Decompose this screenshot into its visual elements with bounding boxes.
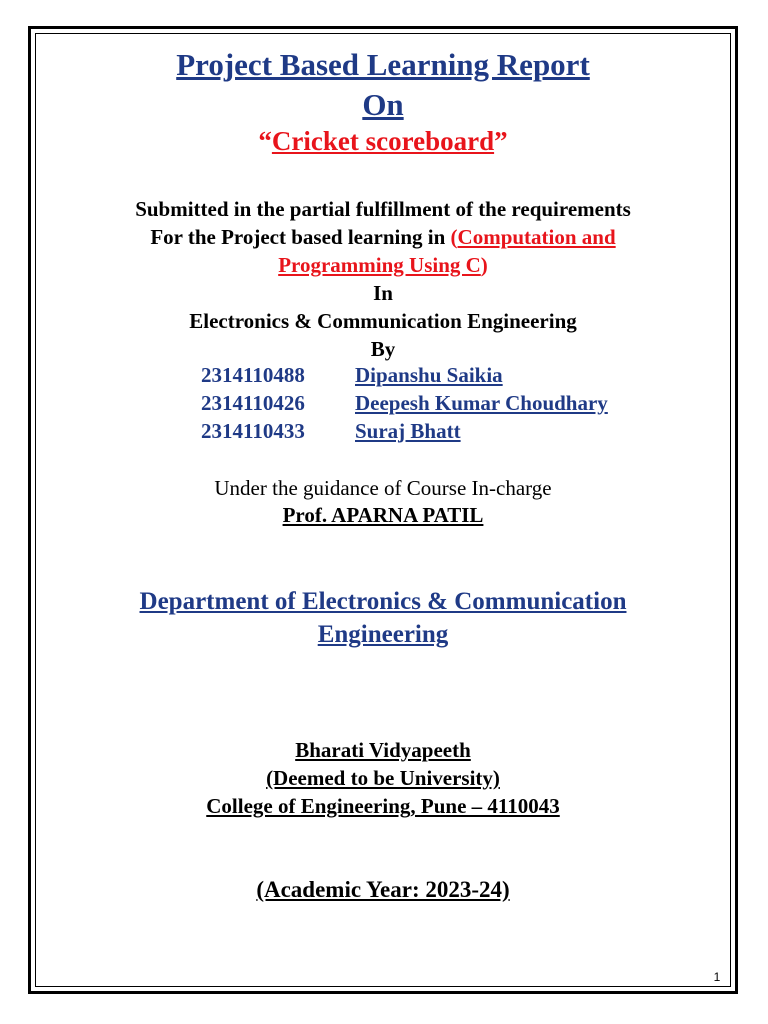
institution-status: (Deemed to be University) bbox=[266, 766, 500, 790]
report-on: On bbox=[362, 87, 404, 122]
member-row bbox=[201, 389, 608, 417]
submission-in: In bbox=[373, 281, 393, 305]
submission-by: By bbox=[370, 337, 396, 361]
guidance-text: Under the guidance of Course In-charge bbox=[214, 476, 552, 500]
department-line-2: Engineering bbox=[317, 621, 449, 648]
member-name: Suraj Bhatt bbox=[355, 419, 461, 443]
report-title: Project Based Learning Report bbox=[176, 47, 590, 82]
close-quote: ” bbox=[494, 126, 508, 156]
open-quote: “ bbox=[258, 126, 272, 156]
subject-paren-open: ( bbox=[450, 225, 458, 249]
professor-name: Prof. APARNA PATIL bbox=[282, 503, 484, 527]
branch-name: Electronics & Communication Engineering bbox=[189, 309, 577, 333]
subject-part-2: Programming Using C bbox=[278, 253, 481, 277]
college-address: College of Engineering, Pune – 4110043 bbox=[206, 794, 560, 818]
member-id: 2314110426 bbox=[201, 391, 305, 415]
department-line-1: Department of Electronics & Communication bbox=[139, 588, 627, 615]
member-name: Dipanshu Saikia bbox=[355, 363, 503, 387]
member-id: 2314110433 bbox=[201, 419, 305, 443]
subject-paren-close: ) bbox=[480, 253, 488, 277]
institution-name: Bharati Vidyapeeth bbox=[295, 738, 471, 762]
submission-line-2-prefix: For the Project based learning in bbox=[150, 225, 451, 249]
department-name bbox=[35, 585, 731, 651]
submission-line-1: Submitted in the partial fulfillment of the requirements bbox=[135, 197, 631, 221]
page-number: 1 bbox=[713, 970, 721, 984]
member-name: Deepesh Kumar Choudhary bbox=[355, 391, 608, 415]
submission-line-2 bbox=[35, 223, 731, 251]
submission-line-3 bbox=[35, 251, 731, 279]
member-row bbox=[201, 417, 461, 445]
member-row bbox=[201, 361, 503, 389]
project-name-text: Cricket scoreboard bbox=[271, 126, 495, 156]
member-id: 2314110488 bbox=[201, 363, 305, 387]
subject-part-1: Computation and bbox=[457, 225, 616, 249]
project-name bbox=[35, 125, 731, 157]
academic-year: (Academic Year: 2023-24) bbox=[256, 877, 510, 902]
